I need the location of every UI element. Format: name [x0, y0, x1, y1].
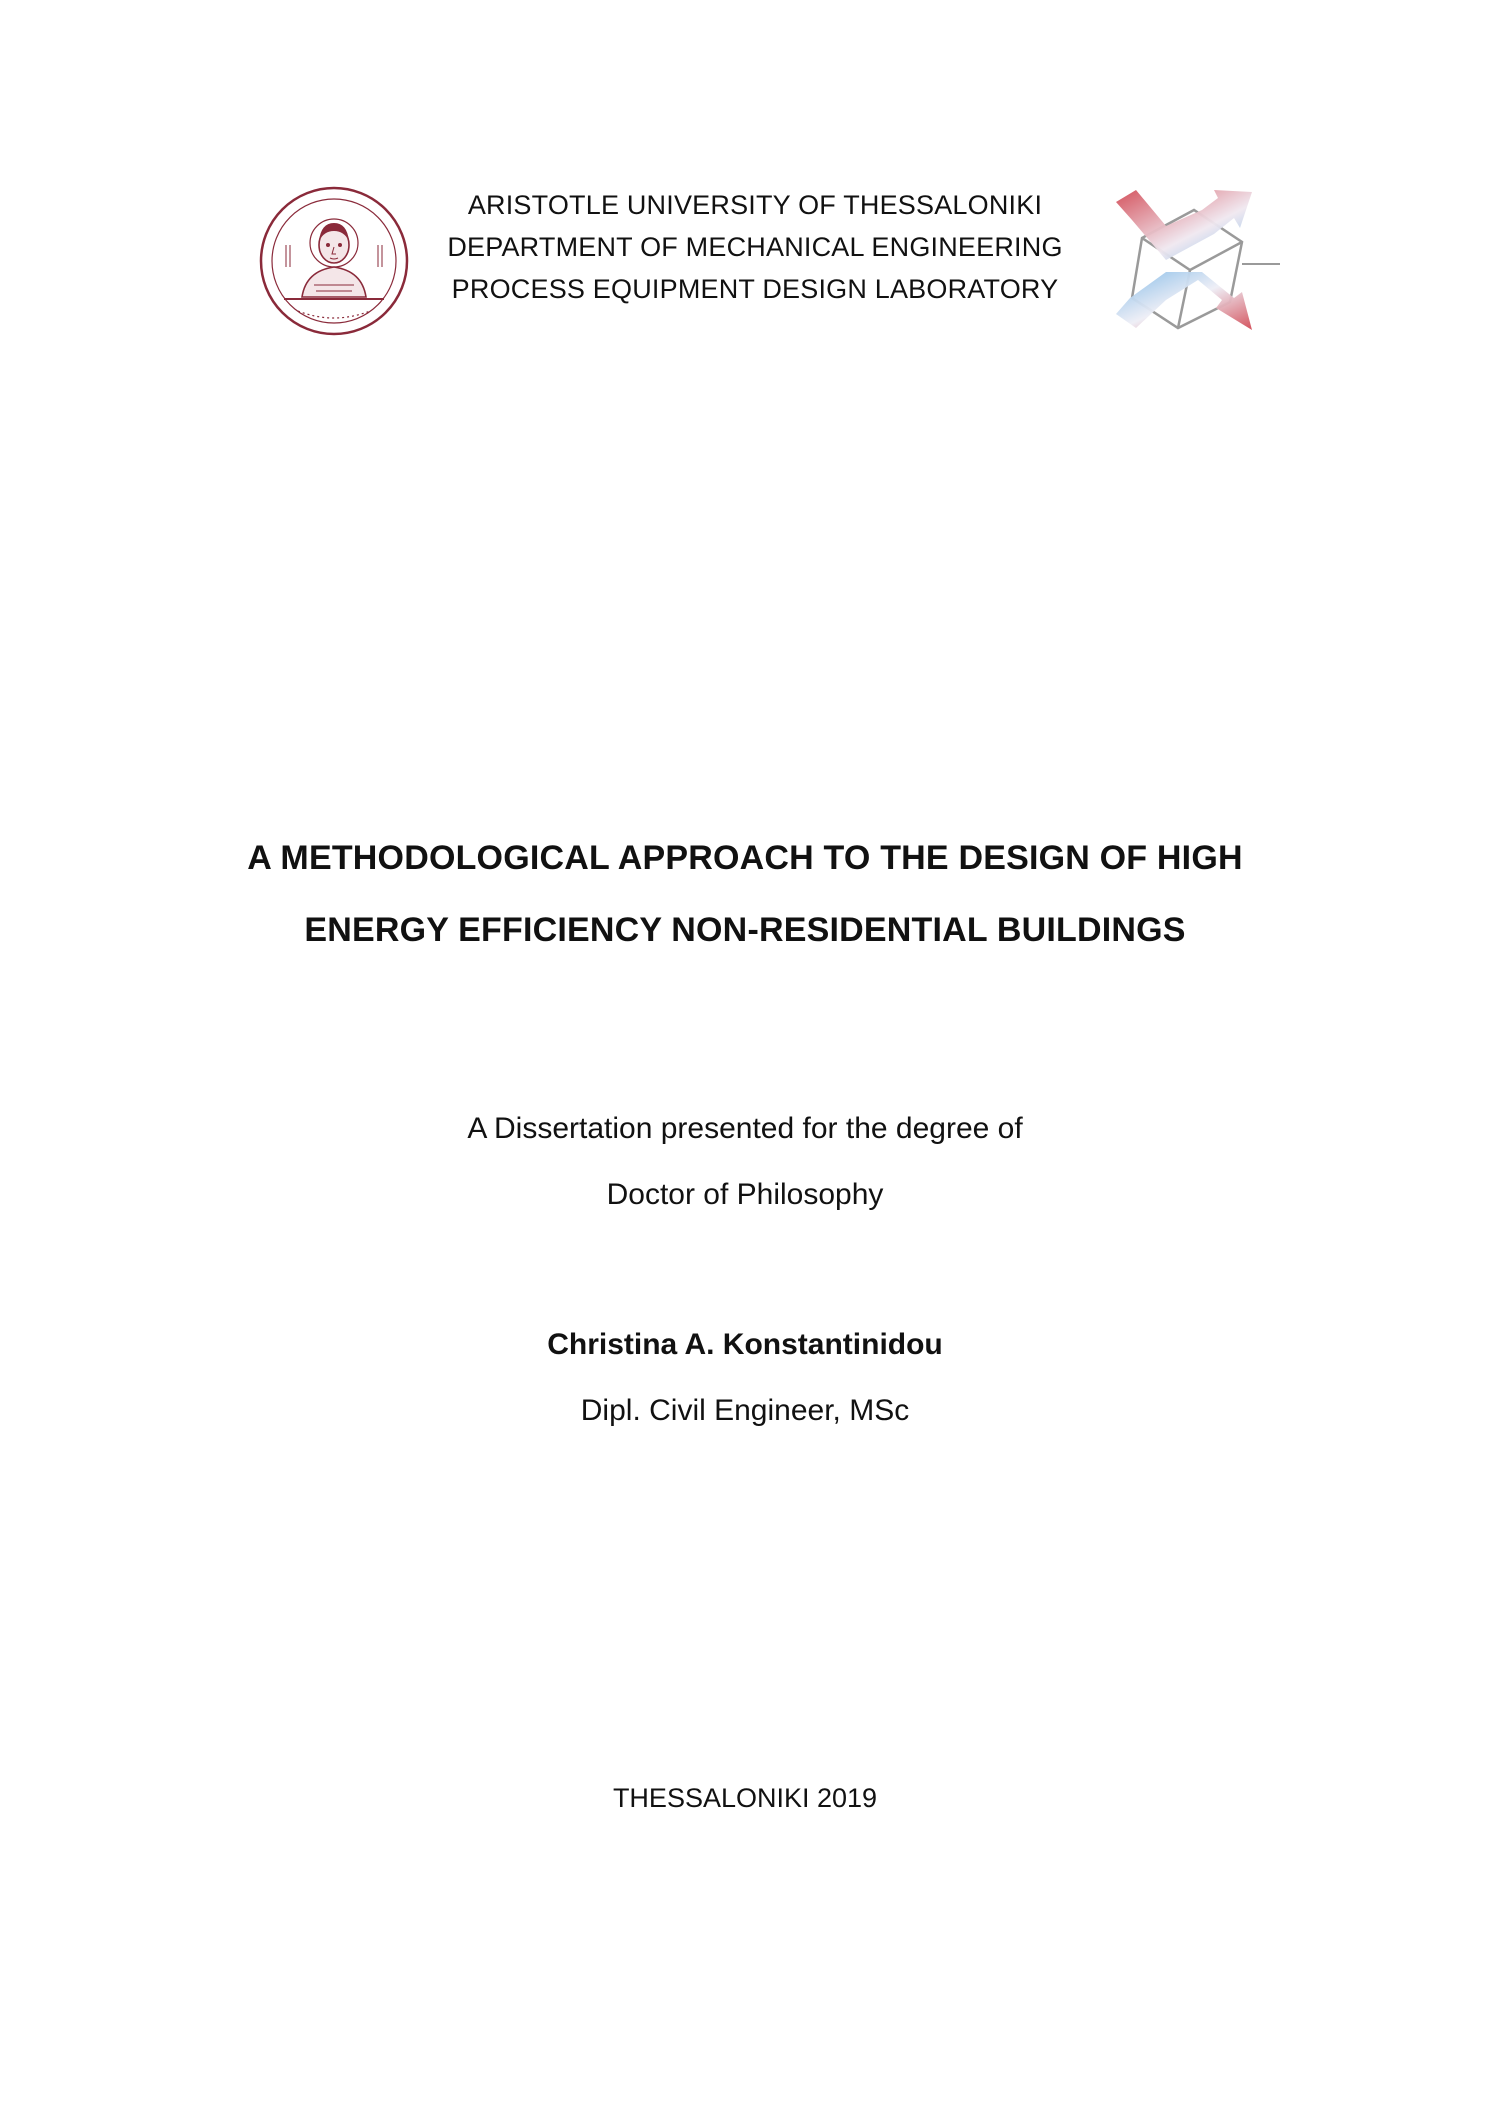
- lab-logo-icon: [1102, 180, 1282, 340]
- university-name: ARISTOTLE UNIVERSITY OF THESSALONIKI: [467, 190, 1043, 220]
- degree-line-1: A Dissertation presented for the degree of: [467, 1112, 1023, 1145]
- author-name: Christina A. Konstantinidou: [547, 1328, 943, 1361]
- dissertation-title: [140, 822, 1350, 966]
- author-block: [200, 1312, 1290, 1444]
- degree-statement: [200, 1096, 1290, 1228]
- degree-line-2: Doctor of Philosophy: [606, 1178, 884, 1211]
- laboratory-name: PROCESS EQUIPMENT DESIGN LABORATORY: [451, 274, 1059, 304]
- institution-block: [400, 184, 1110, 310]
- department-name: DEPARTMENT OF MECHANICAL ENGINEERING: [447, 232, 1063, 262]
- title-line-1: A METHODOLOGICAL APPROACH TO THE DESIGN OF HIGH: [247, 839, 1243, 877]
- place-and-year: THESSALONIKI 2019: [612, 1783, 878, 1813]
- title-line-2: ENERGY EFFICIENCY NON-RESIDENTIAL BUILDINGS: [304, 911, 1186, 949]
- university-seal-icon: [258, 185, 410, 337]
- header: [0, 180, 1489, 360]
- author-credentials: Dipl. Civil Engineer, MSc: [580, 1394, 910, 1427]
